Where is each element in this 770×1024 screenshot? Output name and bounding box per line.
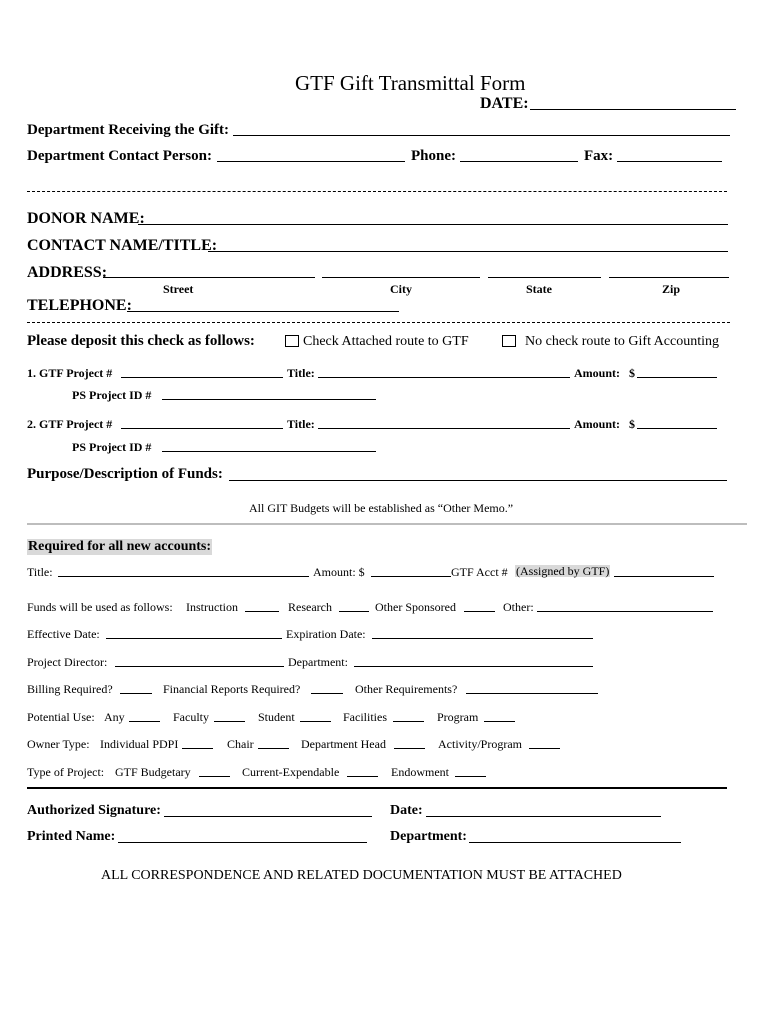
- no-check-checkbox[interactable]: [502, 335, 516, 347]
- req-amount-field[interactable]: [371, 576, 451, 577]
- req-title-label: Title:: [27, 565, 53, 579]
- type-current-expendable-label: Current-Expendable: [242, 765, 340, 779]
- req-amount-label: Amount: $: [313, 565, 365, 579]
- potential-use-label: Potential Use:: [27, 710, 95, 724]
- state-caption: State: [526, 282, 552, 296]
- funds-research-label: Research: [288, 600, 332, 614]
- owner-dept-head-field[interactable]: [394, 748, 425, 749]
- gtf-acct-field[interactable]: [614, 576, 714, 577]
- other-requirements-field[interactable]: [466, 693, 598, 694]
- potential-program-label: Program: [437, 710, 479, 724]
- divider: [27, 191, 727, 192]
- potential-program-field[interactable]: [484, 721, 515, 722]
- potential-faculty-field[interactable]: [214, 721, 245, 722]
- amount-2-currency: $: [629, 417, 635, 431]
- title-2-field[interactable]: [318, 428, 570, 429]
- potential-any-label: Any: [104, 710, 125, 724]
- project-director-field[interactable]: [115, 666, 284, 667]
- fax-label: Fax:: [584, 148, 614, 164]
- potential-facilities-label: Facilities: [343, 710, 387, 724]
- ps-project-2-field[interactable]: [162, 451, 376, 452]
- telephone-field[interactable]: [127, 311, 399, 312]
- gtf-acct-label: GTF Acct #: [451, 565, 508, 579]
- contact-name-field[interactable]: [208, 251, 728, 252]
- req-title-field[interactable]: [58, 576, 309, 577]
- owner-type-label: Owner Type:: [27, 737, 90, 751]
- zip-field[interactable]: [609, 277, 729, 278]
- check-attached-checkbox[interactable]: [285, 335, 299, 347]
- effective-date-label: Effective Date:: [27, 627, 100, 641]
- sig-department-field[interactable]: [469, 842, 681, 843]
- gtf-project-2-label: 2. GTF Project #: [27, 417, 113, 431]
- billing-required-field[interactable]: [120, 693, 152, 694]
- potential-faculty-label: Faculty: [173, 710, 209, 724]
- printed-name-label: Printed Name:: [27, 829, 116, 844]
- owner-dept-head-label: Department Head: [301, 737, 386, 751]
- fax-field[interactable]: [617, 161, 722, 162]
- street-field[interactable]: [103, 277, 315, 278]
- no-check-label: No check route to Gift Accounting: [525, 334, 720, 349]
- phone-field[interactable]: [460, 161, 578, 162]
- state-field[interactable]: [488, 277, 601, 278]
- funds-research-field[interactable]: [339, 611, 369, 612]
- section-divider: [27, 523, 747, 525]
- owner-chair-field[interactable]: [258, 748, 289, 749]
- project-director-label: Project Director:: [27, 655, 108, 669]
- ps-project-1-field[interactable]: [162, 399, 376, 400]
- title-1-field[interactable]: [318, 377, 570, 378]
- footer-note: ALL CORRESPONDENCE AND RELATED DOCUMENTATION MUST BE ATTACHED: [101, 868, 622, 883]
- donor-name-label: DONOR NAME:: [27, 210, 145, 227]
- department-field[interactable]: [354, 666, 593, 667]
- purpose-label: Purpose/Description of Funds:: [27, 466, 223, 482]
- dept-contact-field[interactable]: [217, 161, 405, 162]
- signature-divider: [27, 787, 727, 789]
- gtf-project-1-field[interactable]: [121, 377, 283, 378]
- phone-label: Phone:: [411, 148, 456, 164]
- auth-signature-field[interactable]: [164, 816, 372, 817]
- other-requirements-label: Other Requirements?: [355, 682, 458, 696]
- ps-project-2-label: PS Project ID #: [72, 440, 152, 454]
- printed-name-field[interactable]: [118, 842, 367, 843]
- form-title: GTF Gift Transmittal Form: [295, 71, 526, 95]
- auth-signature-label: Authorized Signature:: [27, 803, 161, 818]
- type-current-expendable-field[interactable]: [347, 776, 378, 777]
- amount-2-field[interactable]: [637, 428, 717, 429]
- dept-receiving-label: Department Receiving the Gift:: [27, 122, 230, 138]
- telephone-label: TELEPHONE:: [27, 297, 132, 314]
- assigned-by-note: (Assigned by GTF): [516, 564, 610, 578]
- amount-1-currency: $: [629, 366, 635, 380]
- funds-used-label: Funds will be used as follows:: [27, 600, 173, 614]
- amount-2-label: Amount:: [574, 417, 621, 431]
- funds-other-sponsored-field[interactable]: [464, 611, 495, 612]
- address-label: ADDRESS:: [27, 264, 108, 281]
- city-caption: City: [390, 282, 412, 296]
- potential-student-field[interactable]: [300, 721, 331, 722]
- purpose-field[interactable]: [229, 480, 727, 481]
- owner-activity-label: Activity/Program: [438, 737, 522, 751]
- funds-other-field[interactable]: [537, 611, 713, 612]
- dept-receiving-field[interactable]: [233, 135, 730, 136]
- type-project-label: Type of Project:: [27, 765, 105, 779]
- type-endowment-field[interactable]: [455, 776, 486, 777]
- date-field[interactable]: [530, 109, 736, 110]
- expiration-date-field[interactable]: [372, 638, 593, 639]
- zip-caption: Zip: [662, 282, 681, 296]
- billing-required-label: Billing Required?: [27, 682, 113, 696]
- type-gtf-budgetary-label: GTF Budgetary: [115, 765, 191, 779]
- financial-reports-label: Financial Reports Required?: [163, 682, 301, 696]
- title-2-label: Title:: [287, 417, 315, 431]
- financial-reports-field[interactable]: [311, 693, 343, 694]
- donor-name-field[interactable]: [138, 224, 728, 225]
- expiration-date-label: Expiration Date:: [286, 627, 366, 641]
- owner-individual-field[interactable]: [182, 748, 213, 749]
- potential-any-field[interactable]: [129, 721, 160, 722]
- divider: [27, 322, 730, 323]
- budgets-note: All GIT Budgets will be established as “Other Memo.”: [249, 501, 514, 515]
- amount-1-field[interactable]: [637, 377, 717, 378]
- ps-project-1-label: PS Project ID #: [72, 388, 152, 402]
- deposit-label: Please deposit this check as follows:: [27, 333, 255, 349]
- effective-date-field[interactable]: [106, 638, 282, 639]
- sig-department-label: Department:: [390, 829, 467, 844]
- funds-instruction-field[interactable]: [245, 611, 279, 612]
- funds-other-label: Other:: [503, 600, 534, 614]
- required-header: Required for all new accounts:: [28, 539, 212, 554]
- department-label: Department:: [288, 655, 348, 669]
- check-attached-label: Check Attached route to GTF: [303, 334, 469, 349]
- sig-date-label: Date:: [390, 803, 423, 818]
- date-label: DATE:: [480, 95, 529, 112]
- sig-date-field[interactable]: [426, 816, 661, 817]
- funds-instruction-label: Instruction: [186, 600, 238, 614]
- owner-chair-label: Chair: [227, 737, 254, 751]
- contact-name-label: CONTACT NAME/TITLE:: [27, 237, 218, 254]
- funds-other-sponsored-label: Other Sponsored: [375, 600, 456, 614]
- type-endowment-label: Endowment: [391, 765, 449, 779]
- potential-facilities-field[interactable]: [393, 721, 424, 722]
- potential-student-label: Student: [258, 710, 295, 724]
- city-field[interactable]: [322, 277, 480, 278]
- title-1-label: Title:: [287, 366, 315, 380]
- dept-contact-label: Department Contact Person:: [27, 148, 212, 164]
- street-caption: Street: [163, 282, 194, 296]
- type-gtf-budgetary-field[interactable]: [199, 776, 230, 777]
- gtf-project-2-field[interactable]: [121, 428, 283, 429]
- gtf-project-1-label: 1. GTF Project #: [27, 366, 113, 380]
- amount-1-label: Amount:: [574, 366, 621, 380]
- owner-activity-field[interactable]: [529, 748, 560, 749]
- owner-individual-label: Individual PDPI: [100, 737, 179, 751]
